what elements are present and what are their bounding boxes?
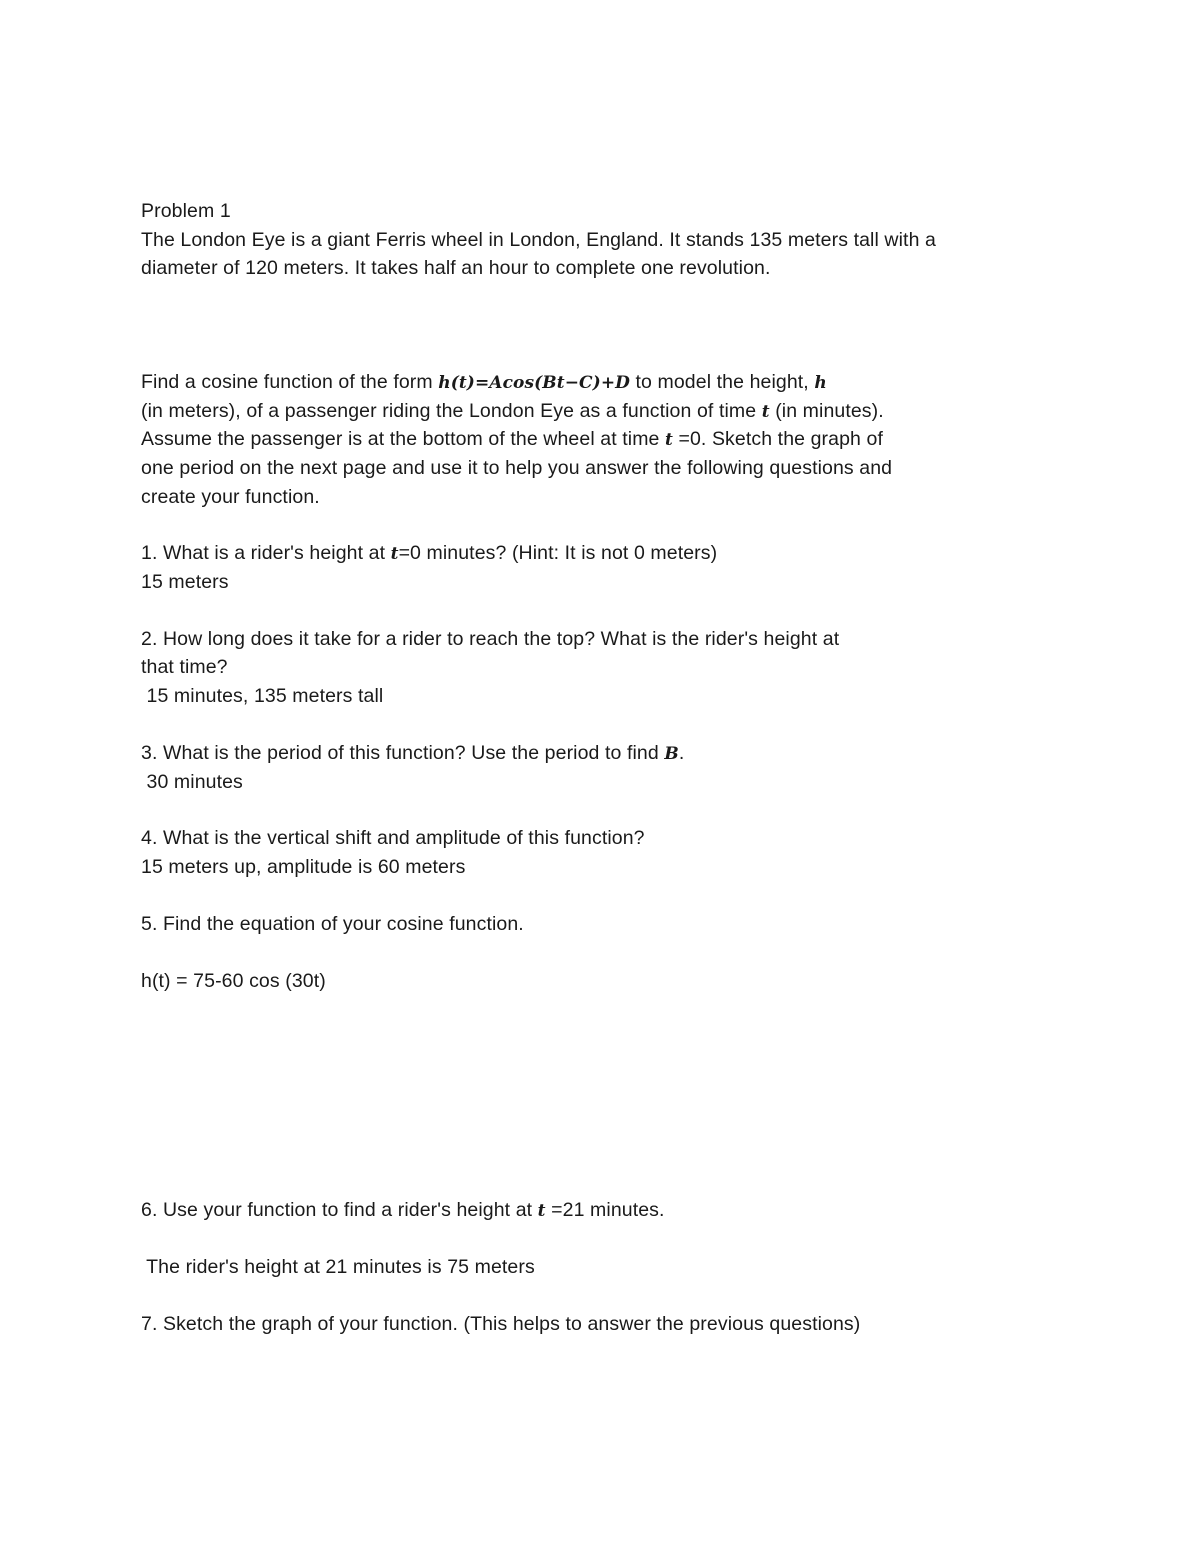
instruction-text: Find a cosine function of the form [141, 371, 439, 393]
instruction-line-1 [141, 368, 827, 397]
intro-line-1: The London Eye is a giant Ferris wheel in London, England. It stands 135 meters tall with a [141, 229, 936, 251]
question-text: 1. What is a rider's height at [141, 542, 391, 564]
variable-t: t [761, 402, 770, 422]
instruction-text: (in minutes). [769, 400, 884, 422]
answer-4: 15 meters up, amplitude is 60 meters [141, 856, 466, 878]
question-2-line-2: that time? [141, 656, 228, 678]
question-1 [141, 539, 717, 568]
instruction-text: (in meters), of a passenger riding the London Eye as a function of time [141, 400, 762, 422]
formula: h(t)=Acos(Bt−C)+D [438, 373, 631, 393]
variable-b: B [664, 744, 679, 764]
instruction-text: Assume the passenger is at the bottom of the wheel at time [141, 428, 666, 450]
question-text: 6. Use your function to find a rider's height at [141, 1199, 538, 1221]
instruction-line-3 [141, 425, 883, 454]
question-2-line-1: 2. How long does it take for a rider to reach the top? What is the rider's height at [141, 628, 840, 650]
variable-t: t [390, 544, 399, 564]
intro-line-2: diameter of 120 meters. It takes half an hour to complete one revolution. [141, 257, 771, 279]
instruction-line-5: create your function. [141, 486, 320, 508]
question-7: 7. Sketch the graph of your function. (This helps to answer the previous questions) [141, 1313, 861, 1335]
question-6 [141, 1196, 665, 1225]
instruction-line-2 [141, 397, 884, 426]
question-text: 3. What is the period of this function? Use the period to find [141, 742, 665, 764]
instruction-line-4: one period on the next page and use it to help you answer the following questions and [141, 457, 893, 479]
answer-1: 15 meters [141, 571, 229, 593]
answer-5: h(t) = 75-60 cos (30t) [141, 970, 326, 992]
variable-t: t [537, 1201, 546, 1221]
variable-t: t [665, 430, 673, 450]
answer-3: 30 minutes [141, 771, 243, 793]
problem-title: Problem 1 [141, 200, 231, 222]
question-4: 4. What is the vertical shift and amplitude of this function? [141, 827, 645, 849]
question-text: =0 minutes? (Hint: It is not 0 meters) [398, 542, 718, 564]
instruction-text: =0. Sketch the graph of [672, 428, 883, 450]
answer-2: 15 minutes, 135 meters tall [141, 685, 384, 707]
question-text: =21 minutes. [545, 1199, 665, 1221]
question-text: . [678, 742, 685, 764]
instruction-text: to model the height, [630, 371, 815, 393]
variable-h: h [814, 373, 827, 393]
question-5: 5. Find the equation of your cosine function. [141, 913, 524, 935]
question-3 [141, 739, 684, 768]
answer-6: The rider's height at 21 minutes is 75 meters [141, 1256, 535, 1278]
